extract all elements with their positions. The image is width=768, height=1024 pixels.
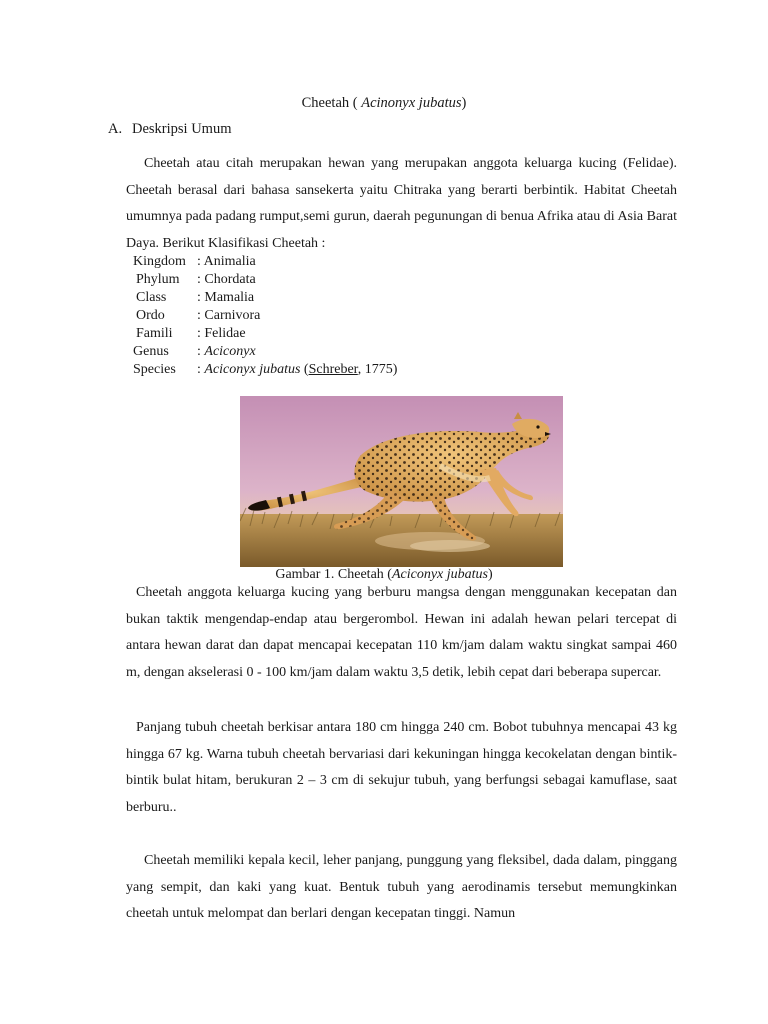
paragraph-anatomy bbox=[126, 848, 677, 928]
classification-value: : Felidae bbox=[197, 326, 246, 341]
classification-value-species: Aciconyx jubatus bbox=[204, 362, 301, 377]
classification-row-famili bbox=[133, 325, 397, 343]
section-label: Deskripsi Umum bbox=[132, 121, 232, 137]
title-suffix: ) bbox=[461, 95, 467, 111]
section-heading bbox=[108, 121, 231, 138]
classification-key: Phylum bbox=[136, 272, 180, 287]
classification-list bbox=[133, 253, 397, 379]
classification-value: : Chordata bbox=[197, 272, 256, 287]
classification-row-class bbox=[133, 289, 397, 307]
classification-value-prefix: : bbox=[197, 344, 205, 359]
classification-value-prefix: : bbox=[197, 362, 205, 377]
caption-prefix: Gambar 1. Cheetah ( bbox=[275, 567, 392, 582]
classification-row-phylum bbox=[133, 271, 397, 289]
paragraph-speed bbox=[126, 580, 677, 686]
paragraph-intro-text: Cheetah atau citah merupakan hewan yang merupakan anggota keluarga kucing (Felidae). Cheetah berasal dari bahasa sansekerta yaitu Chitraka yang berarti berbintik. Habitat Cheetah umumnya pada padang rumput,semi gurun, daerah pegunungan di benua Afrika atau di Asia Barat Daya. Berikut Klasifikasi Cheetah : bbox=[126, 156, 677, 251]
document-title bbox=[0, 95, 768, 112]
paragraph-speed-text: Cheetah anggota keluarga kucing yang berburu mangsa dengan menggunakan kecepatan dan bukan taktik mengendap-endap atau bergerombol. Hewan ini adalah hewan pelari tercepat di antara hewan darat dan dapat mencapai kecepatan 110 km/jam dalam waktu singkat sampai 460 m, dengan akselerasi 0 - 100 km/jam dalam waktu 3,5 detik, lebih cepat dari beberapa supercar. bbox=[126, 585, 677, 680]
species-author-open: ( bbox=[300, 362, 309, 377]
paragraph-body-size bbox=[126, 715, 677, 821]
classification-key: Class bbox=[136, 290, 167, 305]
section-letter: A. bbox=[108, 121, 123, 137]
classification-row-genus bbox=[133, 343, 397, 361]
classification-row-kingdom bbox=[133, 253, 397, 271]
classification-row-ordo bbox=[133, 307, 397, 325]
classification-row-species bbox=[133, 361, 397, 379]
title-scientific-name: Acinonyx jubatus bbox=[361, 95, 462, 111]
classification-key: Genus bbox=[133, 344, 169, 359]
classification-key: Kingdom bbox=[133, 254, 186, 269]
title-prefix: Cheetah ( bbox=[301, 95, 362, 111]
classification-value: : Carnivora bbox=[197, 308, 261, 323]
paragraph-intro bbox=[126, 151, 677, 257]
classification-value-genus: Aciconyx bbox=[204, 344, 256, 359]
classification-key: Famili bbox=[136, 326, 173, 341]
paragraph-body-size-text: Panjang tubuh cheetah berkisar antara 180 cm hingga 240 cm. Bobot tubuhnya mencapai 43 kg hingga 67 kg. Warna tubuh cheetah bervariasi dari kekuningan hingga kecokelatan dengan bintik-bintik bulat hitam, berukuran 2 – 3 cm di sekujur tubuh, yang berfungsi sebagai kamuflase, saat berburu.. bbox=[126, 720, 677, 815]
cheetah-photo bbox=[240, 396, 563, 567]
caption-scientific-name: Aciconyx jubatus bbox=[391, 567, 488, 582]
classification-key: Species bbox=[133, 362, 176, 377]
classification-key: Ordo bbox=[136, 308, 165, 323]
classification-value: : Mamalia bbox=[197, 290, 255, 305]
species-author-rest: , 1775) bbox=[357, 362, 398, 377]
classification-value: : Animalia bbox=[197, 254, 256, 269]
paragraph-anatomy-text: Cheetah memiliki kepala kecil, leher panjang, punggung yang fleksibel, dada dalam, pinggang yang sempit, dan kaki yang kuat. Bentuk tubuh yang aerodinamis tersebut memungkinkan cheetah untuk melompat dan berlari dengan kecepatan tinggi. Namun bbox=[126, 853, 677, 921]
caption-suffix: ) bbox=[487, 567, 493, 582]
species-author-link[interactable]: Schreber bbox=[308, 362, 358, 377]
